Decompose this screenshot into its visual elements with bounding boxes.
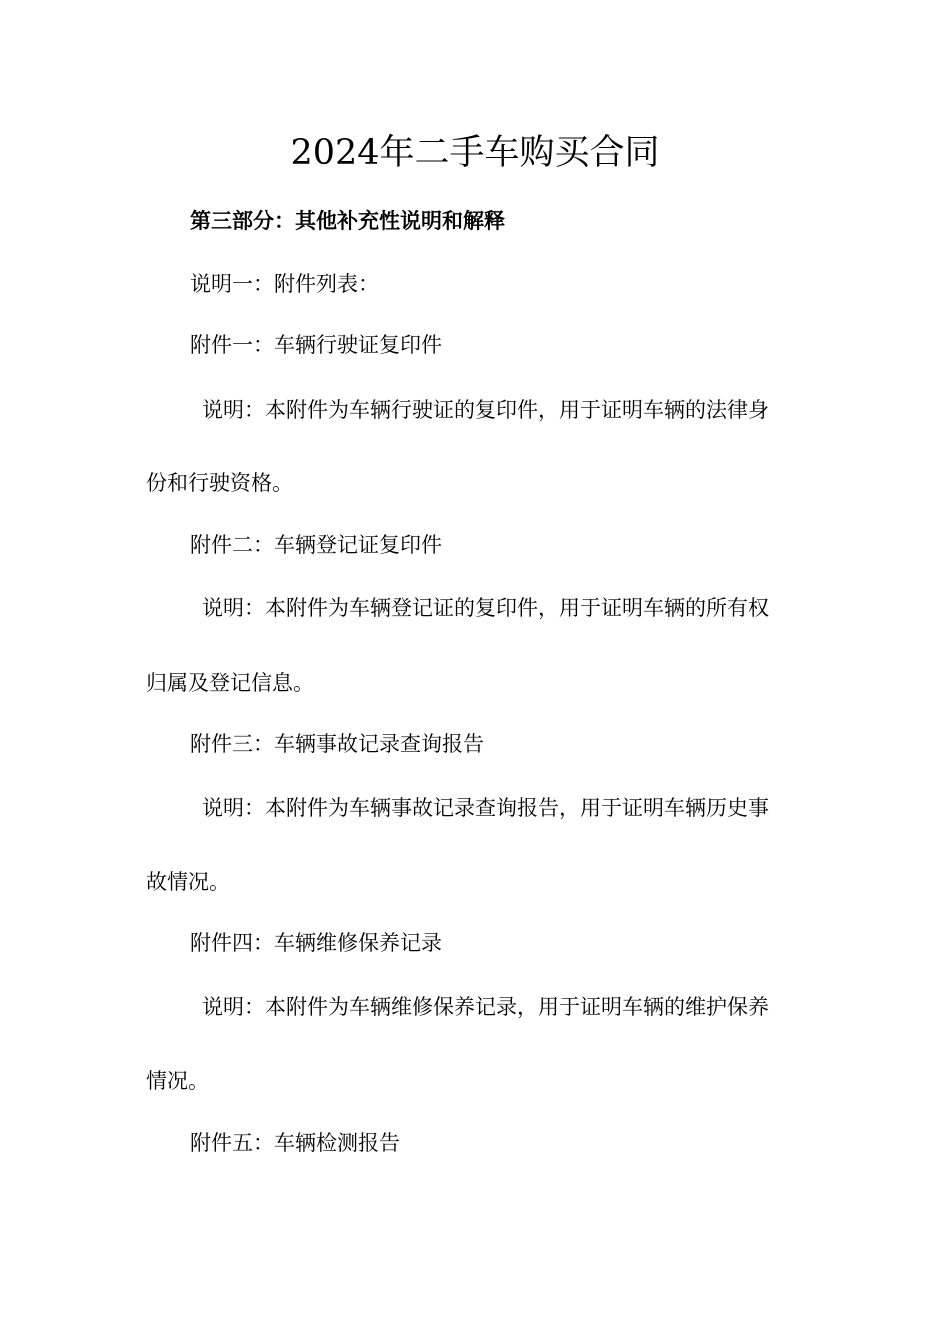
attachment-heading: 附件五：车辆检测报告: [190, 1131, 400, 1155]
attachment-heading: 附件三：车辆事故记录查询报告: [190, 732, 484, 756]
attachment-description: 说明：本附件为车辆登记证的复印件，用于证明车辆的所有权: [202, 596, 769, 620]
attachment-description-continued: 归属及登记信息。: [146, 671, 314, 695]
section-heading: 第三部分：其他补充性说明和解释: [190, 208, 505, 233]
attachment-description-continued: 故情况。: [146, 870, 230, 894]
document-title: 2024年二手车购买合同: [290, 133, 660, 173]
attachment-description: 说明：本附件为车辆事故记录查询报告，用于证明车辆历史事: [202, 796, 769, 820]
attachment-heading: 附件二：车辆登记证复印件: [190, 533, 442, 557]
attachment-description: 说明：本附件为车辆行驶证的复印件，用于证明车辆的法律身: [202, 398, 769, 422]
attachment-heading: 附件一：车辆行驶证复印件: [190, 333, 442, 357]
attachment-description-continued: 份和行驶资格。: [146, 471, 293, 495]
attachment-list-intro: 说明一：附件列表：: [190, 272, 379, 296]
attachment-description-continued: 情况。: [146, 1069, 209, 1093]
attachment-description: 说明：本附件为车辆维修保养记录，用于证明车辆的维护保养: [202, 995, 769, 1019]
attachment-heading: 附件四：车辆维修保养记录: [190, 931, 442, 955]
